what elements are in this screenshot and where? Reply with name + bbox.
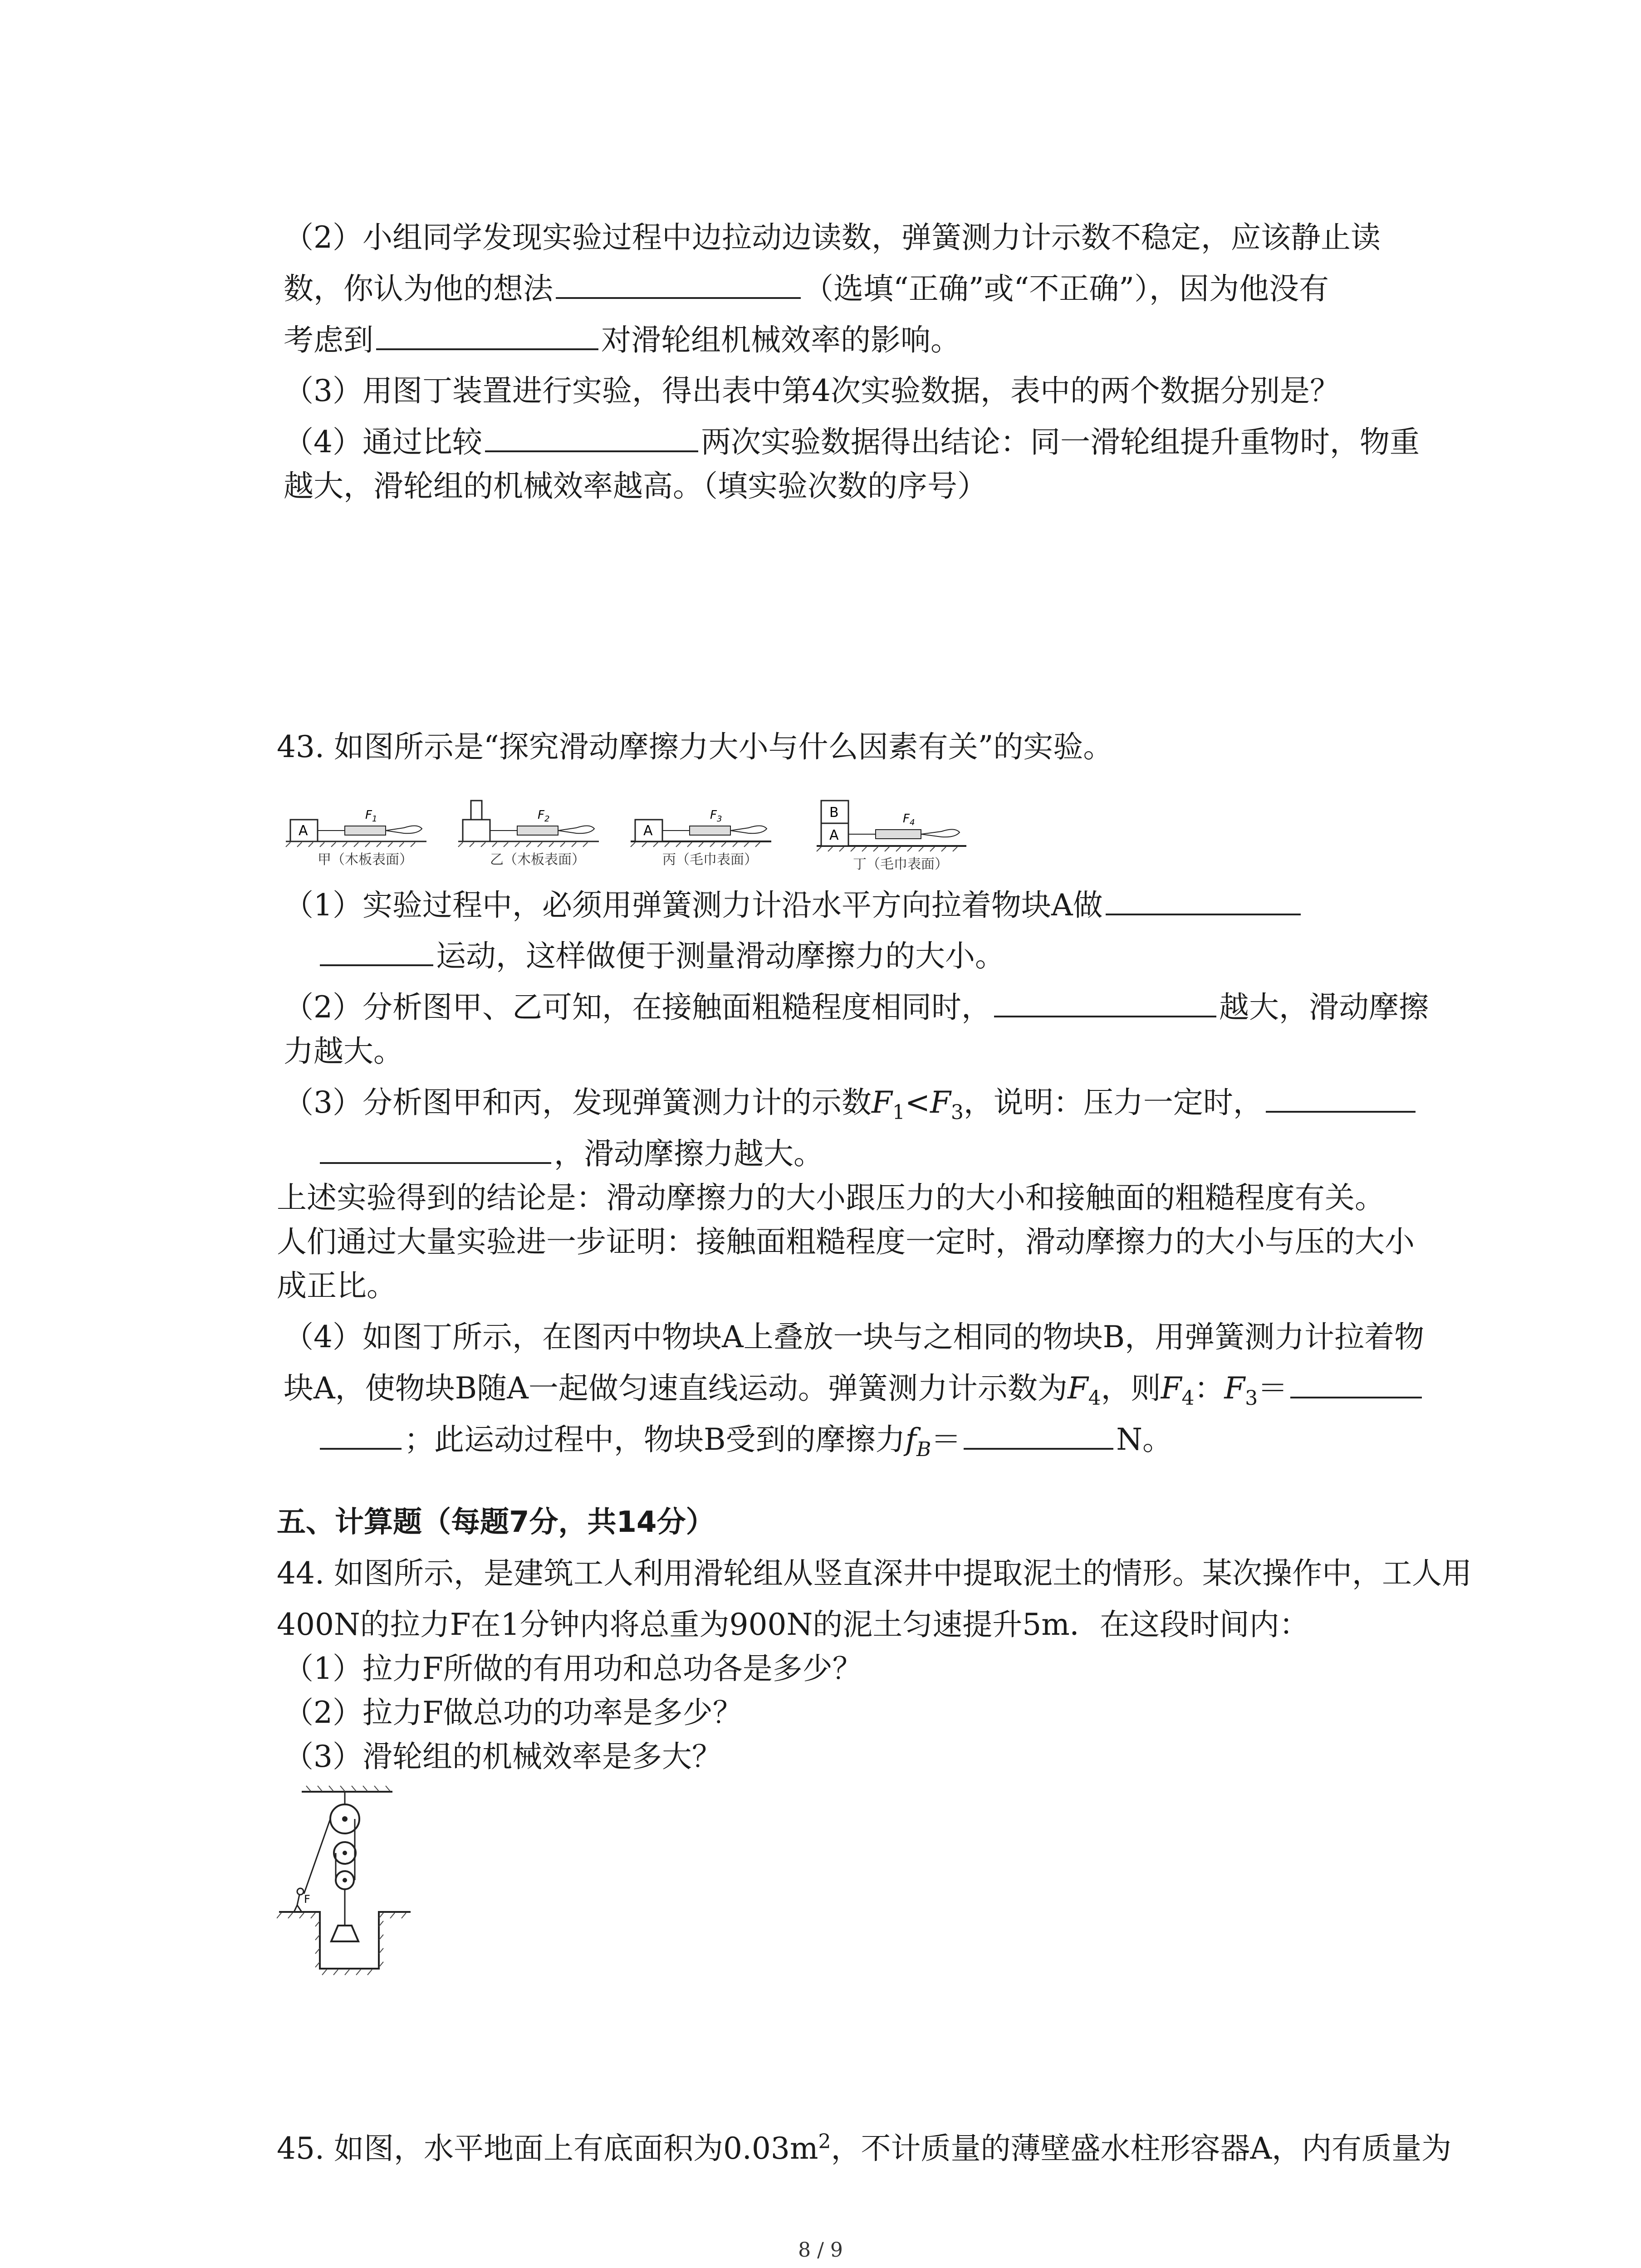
answer-blank[interactable] xyxy=(320,1134,551,1164)
q45-stem-line1: 45. 如图，水平地面上有底面积为$0.03m^2$，不计质量的薄壁盛水柱形容器A，内有质量为 xyxy=(277,2130,1452,2166)
q42-part2-line1: （2）小组同学发现实验过程中边拉动边读数，弹簧测力计示数不稳定，应该静止读 xyxy=(284,220,1381,255)
q42-part2-line2: 数，你认为他的想法 （选填“正确”或“不正确”），因为他没有 xyxy=(284,266,1329,312)
q43-part1-line1: （1）实验过程中，必须用弹簧测力计沿水平方向拉着物块A做 xyxy=(284,883,1303,928)
svg-text:A: A xyxy=(829,827,839,843)
rope xyxy=(304,1819,330,1894)
q43-conclusion-line3: 成正比。 xyxy=(277,1268,397,1303)
q42-part3: （3）用图丁装置进行实验，得出表中第4次实验数据，表中的两个数据分别是？ xyxy=(284,373,1340,408)
q44-stem-line2: 400N的拉力F在1分钟内将总重为900N的泥土匀速提升5m．在这段时间内： xyxy=(277,1607,1309,1642)
figure-ding xyxy=(817,801,966,872)
q43-conclusion-line1: 上述实验得到的结论是：滑动摩擦力的大小跟压力的大小和接触面的粗糙程度有关。 xyxy=(277,1180,1385,1215)
hand-icon xyxy=(730,826,767,833)
answer-blank[interactable] xyxy=(320,936,433,966)
q43-part1-line2: 运动，这样做便于测量滑动摩擦力的大小。 xyxy=(284,934,1005,979)
q43-part4-line3: ；此运动过程中，物块B受到的摩擦力$f_B= N$。 xyxy=(284,1417,1172,1472)
answer-blank[interactable] xyxy=(376,320,598,350)
svg-text:A: A xyxy=(643,823,653,839)
q42-part2-line3: 考虑到 对滑轮组机械效率的影响。 xyxy=(284,318,960,363)
page-number: 8 / 9 xyxy=(798,2239,843,2262)
q44-sub2: （2）拉力F做总功的功率是多少？ xyxy=(284,1695,743,1730)
q42-part4-line1: （4）通过比较 两次实验数据得出结论：同一滑轮组提升重物时，物重 xyxy=(284,420,1420,465)
svg-text:乙（木板表面）: 乙（木板表面） xyxy=(490,852,585,868)
q44-stem-line1: 44. 如图所示，是建筑工人利用滑轮组从竖直深井中提取泥土的情形。某次操作中，工人用 xyxy=(277,1556,1472,1591)
answer-blank[interactable] xyxy=(556,269,801,299)
q43-conclusion-line2: 人们通过大量实验进一步证明：接触面粗糙程度一定时，滑动摩擦力的大小与压的大小 xyxy=(277,1224,1415,1259)
section-title: 五、计算题（每题7分，共14分） xyxy=(277,1505,715,1539)
answer-blank[interactable] xyxy=(964,1420,1113,1450)
spring-scale-icon xyxy=(690,826,730,835)
pulley-well-figure xyxy=(277,1785,413,1980)
bucket-icon xyxy=(331,1926,358,1941)
answer-blank[interactable] xyxy=(994,987,1216,1017)
svg-text:A: A xyxy=(299,823,308,839)
hand-icon xyxy=(386,826,422,833)
q43-part4-line1: （4）如图丁所示，在图丙中物块A上叠放一块与之相同的物块B，用弹簧测力计拉着物 xyxy=(284,1320,1425,1354)
worker-icon xyxy=(297,1888,304,1895)
q43-stem: 43. 如图所示是“探究滑动摩擦力大小与什么因素有关”的实验。 xyxy=(277,729,1113,764)
svg-text:丁（毛巾表面）: 丁（毛巾表面） xyxy=(853,856,948,872)
q44-sub3: （3）滑轮组的机械效率是多大？ xyxy=(284,1739,722,1774)
answer-blank[interactable] xyxy=(1266,1083,1416,1113)
answer-blank[interactable] xyxy=(1106,885,1301,915)
svg-text:F4: $F_4$ xyxy=(903,812,915,827)
q43-part2-line2: 力越大。 xyxy=(284,1034,403,1069)
hand-icon xyxy=(558,826,594,833)
svg-text:甲（木板表面）: 甲（木板表面） xyxy=(318,852,413,868)
block-a xyxy=(463,820,490,841)
svg-text:F2: $F_2$ xyxy=(538,808,550,824)
answer-blank[interactable] xyxy=(320,1420,402,1450)
spring-scale-icon xyxy=(345,826,386,835)
svg-text:丙（毛巾表面）: 丙（毛巾表面） xyxy=(662,852,758,868)
q44-sub1: （1）拉力F所做的有用功和总功各是多少？ xyxy=(284,1651,862,1686)
friction-experiment-figure xyxy=(281,787,980,878)
q43-part2-line1: （2）分析图甲、乙可知，在接触面粗糙程度相同时， 越大，滑动摩擦 xyxy=(284,985,1429,1030)
spring-scale-icon xyxy=(517,826,558,835)
spring-scale-icon xyxy=(876,830,921,839)
svg-text:B: B xyxy=(829,805,839,821)
figure-jia xyxy=(286,808,426,868)
figure-bing xyxy=(631,808,771,868)
svg-text:F3: $F_3$ xyxy=(710,808,722,824)
hand-icon xyxy=(921,829,960,837)
svg-text:F1: $F_1$ xyxy=(365,808,377,824)
figure-yi xyxy=(458,801,599,868)
q42-part4-line2: 越大，滑轮组的机械效率越高。（填实验次数的序号） xyxy=(284,469,987,503)
answer-blank[interactable] xyxy=(1290,1369,1422,1398)
q43-part4-line2: 块A，使物块B随A一起做匀速直线运动。弹簧测力计示数为$F_4$，则$F_4$：$F_3=$ xyxy=(284,1366,1425,1421)
q43-part3-line2: ，滑动摩擦力越大。 xyxy=(284,1131,823,1177)
weight-icon xyxy=(471,801,482,820)
svg-text:F: F xyxy=(304,1893,310,1906)
answer-blank[interactable] xyxy=(485,422,698,452)
q43-part3-line1: （3）分析图甲和丙，发现弹簧测力计的示数$F_1<F_3$，说明：压力一定时， xyxy=(284,1080,1418,1135)
